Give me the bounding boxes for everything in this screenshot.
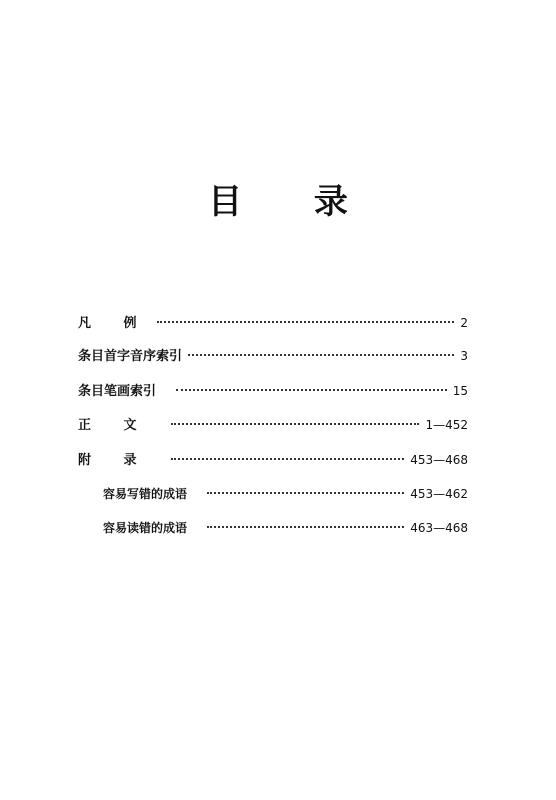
toc-entry-main-text[interactable] (78, 414, 468, 436)
toc-entry-label: 凡 例 (78, 316, 151, 331)
page-title: 目 录 (208, 182, 378, 222)
toc-entry-label: 附 录 (78, 453, 151, 468)
toc-entry-page: 453—468 (410, 453, 468, 467)
toc-entry-page: 2 (460, 316, 468, 330)
toc-entry-label: 条目首字音序索引 (78, 349, 183, 364)
toc-entry-label: 正 文 (78, 418, 151, 433)
toc-entry-page: 1—452 (425, 418, 468, 432)
dot-leader (207, 526, 404, 528)
dot-leader (188, 354, 454, 356)
toc-entry-page: 15 (452, 384, 468, 398)
dot-leader (171, 458, 405, 460)
toc-entry-stroke-index[interactable] (78, 380, 468, 402)
toc-entry-pinyin-index[interactable] (78, 345, 468, 367)
toc-entry-page: 453—462 (410, 487, 468, 501)
toc-subentry-miswritten[interactable] (103, 483, 468, 505)
toc-entry-fanli[interactable] (78, 312, 468, 334)
dot-leader (157, 321, 455, 323)
dot-leader (207, 492, 404, 494)
toc-subentry-mispronounced[interactable] (103, 517, 468, 539)
toc-entry-label: 容易写错的成语 (103, 487, 188, 501)
toc-entry-page: 3 (460, 349, 468, 363)
toc-entry-page: 463—468 (410, 521, 468, 535)
toc-entry-label: 条目笔画索引 (78, 384, 157, 399)
dot-leader (171, 423, 420, 425)
toc-entry-label: 容易读错的成语 (103, 521, 188, 535)
dot-leader (176, 389, 447, 391)
toc-entry-appendix[interactable] (78, 449, 468, 471)
